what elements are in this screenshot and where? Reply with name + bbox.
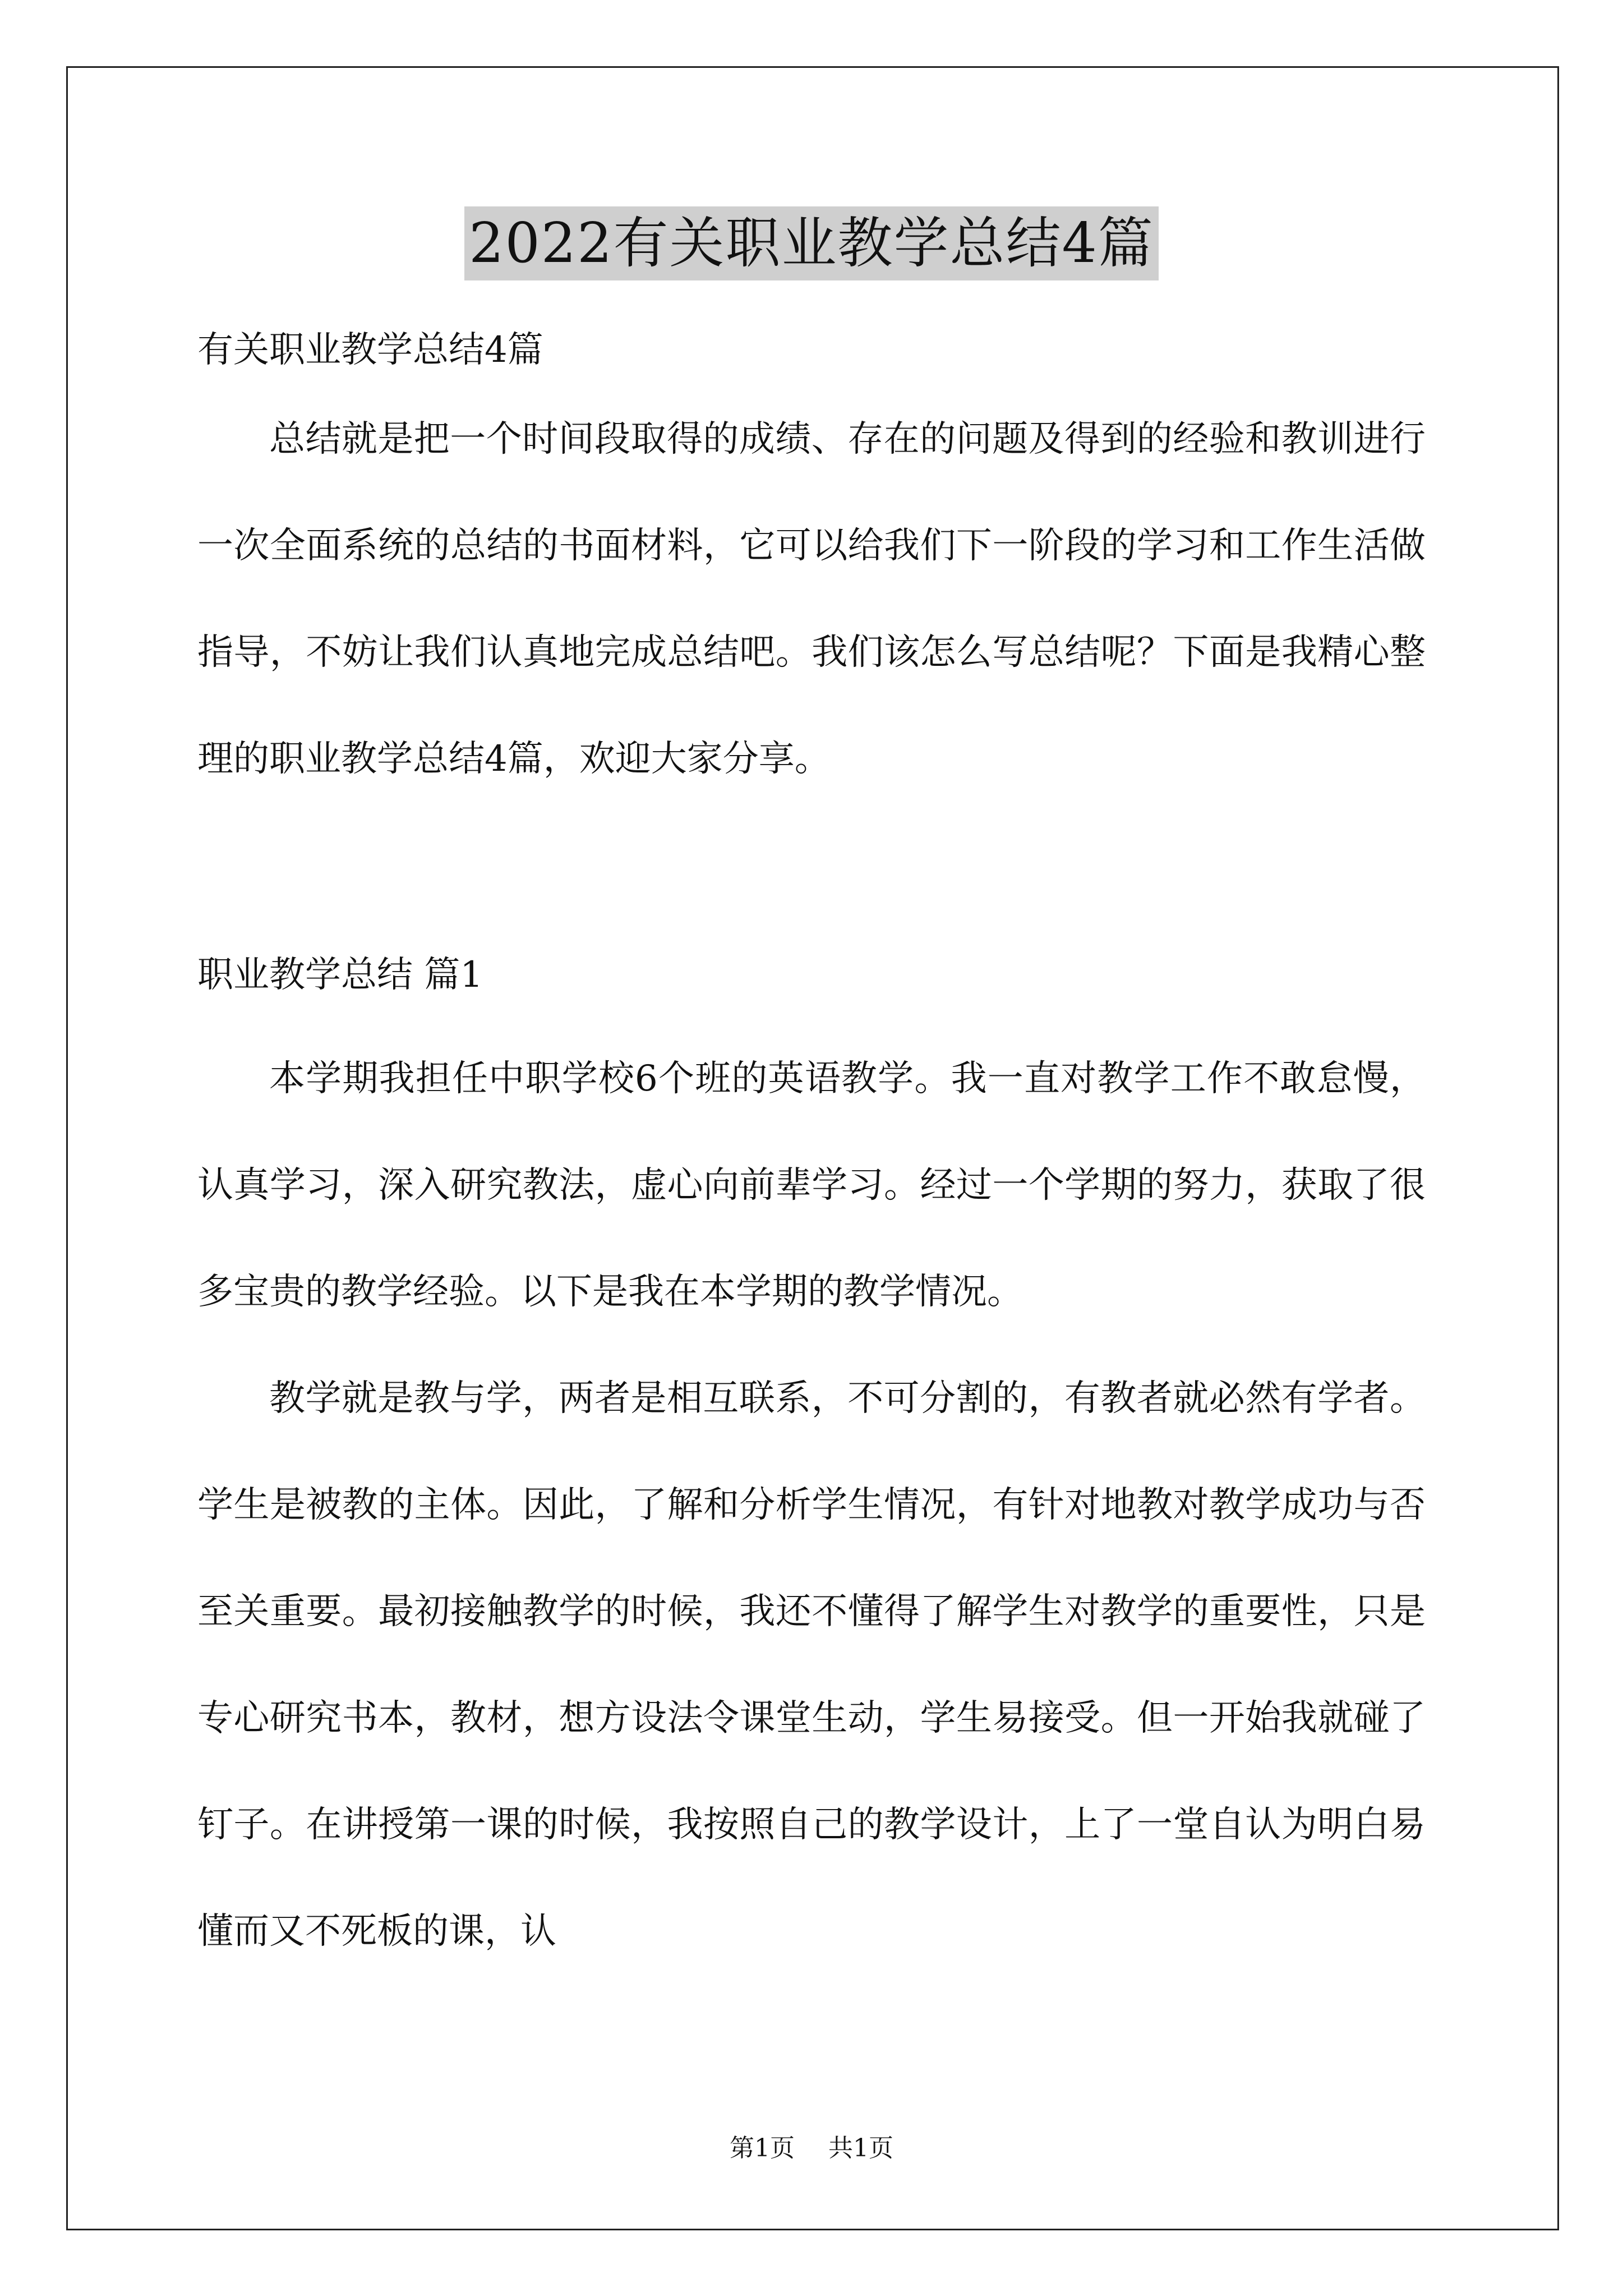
page-number-total: 共1页 — [828, 2134, 893, 2162]
page-number-current: 第1页 — [730, 2134, 795, 2162]
section-heading: 职业教学总结 篇1 — [197, 954, 483, 996]
document-title: 2022有关职业教学总结4篇 — [464, 206, 1159, 280]
document-body — [197, 314, 1426, 1985]
page-footer — [0, 2132, 1623, 2165]
intro-paragraph: 总结就是把一个时间段取得的成绩、存在的问题及得到的经验和教训进行一次全面系统的总结的书面材料，它可以给我们下一阶段的学习和工作生活做指导，不妨让我们认真地完成总结吧。我们该怎么写总结呢？下面是我精心整理的职业教学总结4篇，欢迎大家分享。 — [197, 418, 1426, 780]
document-subtitle: 有关职业教学总结4篇 — [197, 329, 543, 371]
section-gap — [197, 812, 1426, 924]
body-paragraph-2: 教学就是教与学，两者是相互联系，不可分割的，有教者就必然有学者。学生是被教的主体。因此，了解和分析学生情况，有针对地教对教学成功与否至关重要。最初接触教学的时候，我还不懂得了解学生对教学的重要性，只是专心研究书本，教材，想方设法令课堂生动，学生易接受。但一开始我就碰了钉子。在讲授第一课的时候，我按照自己的教学设计，上了一堂自认为明白易懂而又不死板的课，认 — [197, 1378, 1426, 1952]
body-paragraph-1: 本学期我担任中职学校6个班的英语教学。我一直对教学工作不敢怠慢，认真学习，深入研究教法，虚心向前辈学习。经过一个学期的努力，获取了很多宝贵的教学经验。以下是我在本学期的教学情况。 — [197, 1058, 1426, 1313]
title-container — [0, 206, 1623, 280]
